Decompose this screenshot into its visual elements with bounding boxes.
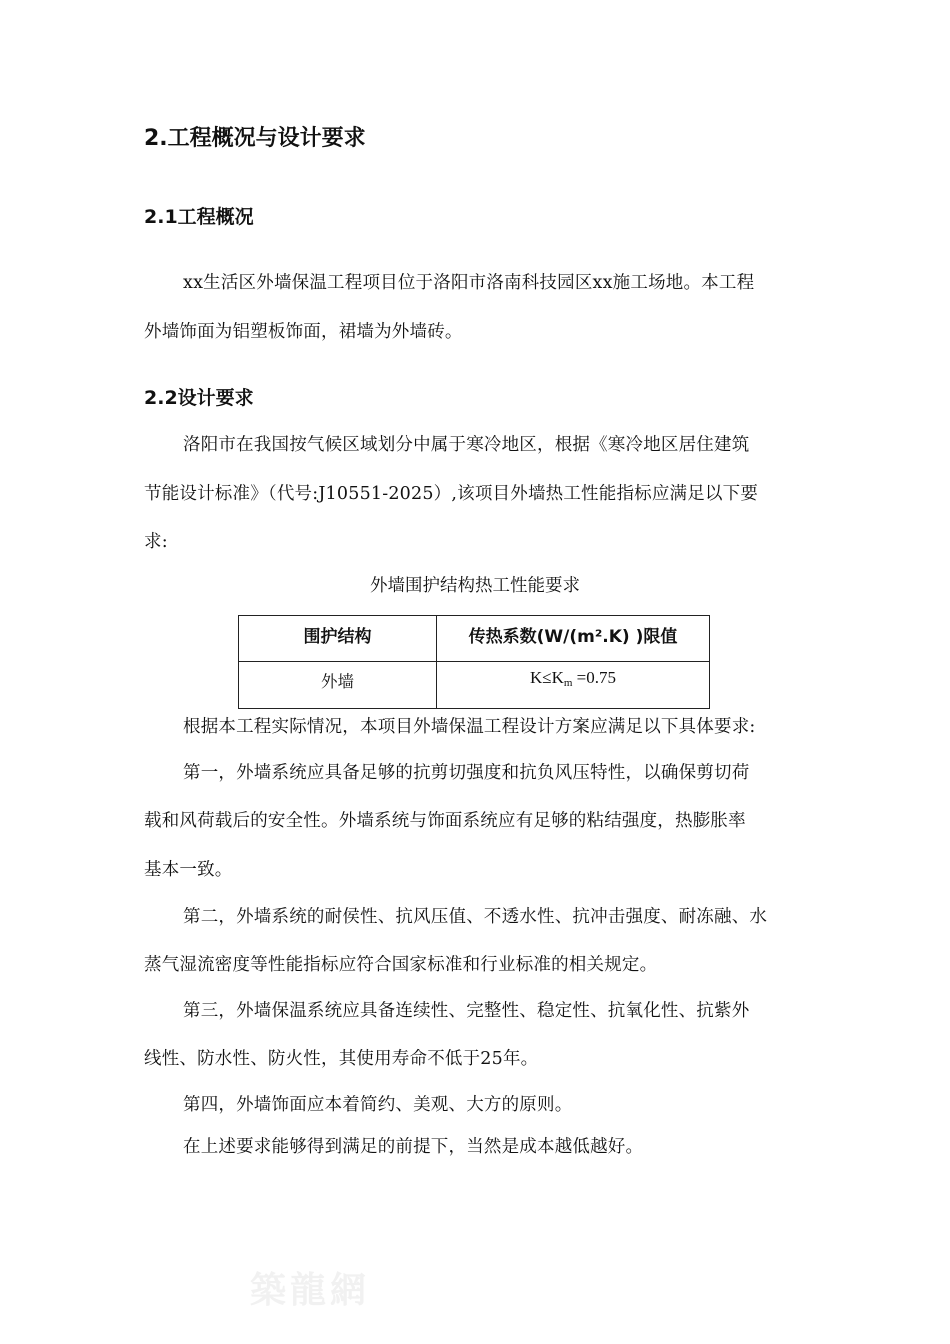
cell-structure: 外墙 [239, 662, 437, 709]
design-line-3: 求: [144, 532, 168, 552]
table-caption: 外墙围护结构热工性能要求 [370, 576, 580, 596]
watermark-logo: 築龍網 [250, 1269, 371, 1311]
overview-line-1: xx生活区外墙保温工程项目位于洛阳市洛南科技园区xx施工场地。本工程 [183, 273, 755, 293]
req1-line-3: 基本一致。 [144, 860, 233, 880]
k-symbol: K≤K [529, 668, 564, 687]
req4-line: 第四，外墙饰面应本着简约、美观、大方的原则。 [183, 1095, 573, 1115]
k-value: =0.75 [572, 668, 617, 687]
k-subscript: m [563, 677, 573, 689]
header-structure: 围护结构 [239, 616, 437, 662]
header-coefficient: 传热系数(W/(m².K) )限值 [437, 616, 710, 662]
requirements-intro: 根据本工程实际情况，本项目外墙保温工程设计方案应满足以下具体要求: [183, 717, 756, 737]
overview-line-2: 外墙饰面为铝塑板饰面，裙墙为外墙砖。 [144, 322, 463, 342]
table-header-row [239, 616, 710, 662]
table-row [239, 662, 710, 709]
main-heading: 2.工程概况与设计要求 [144, 126, 366, 151]
req3-line-1: 第三，外墙保温系统应具备连续性、完整性、稳定性、抗氧化性、抗紫外 [183, 1001, 750, 1021]
section-heading-overview: 2.1工程概况 [144, 206, 254, 228]
req2-line-2: 蒸气湿流密度等性能指标应符合国家标准和行业标准的相关规定。 [144, 955, 658, 975]
design-line-1: 洛阳市在我国按气候区域划分中属于寒冷地区，根据《寒冷地区居住建筑 [183, 435, 750, 455]
section-heading-design: 2.2设计要求 [144, 387, 254, 409]
thermal-requirements-table [238, 615, 710, 709]
req2-line-1: 第二，外墙系统的耐侯性、抗风压值、不透水性、抗冲击强度、耐冻融、水 [183, 907, 768, 927]
req1-line-1: 第一，外墙系统应具备足够的抗剪切强度和抗负风压特性，以确保剪切荷 [183, 763, 750, 783]
req5-line: 在上述要求能够得到满足的前提下，当然是成本越低越好。 [183, 1137, 644, 1157]
cell-limit [437, 662, 710, 709]
req1-line-2: 载和风荷载后的安全性。外墙系统与饰面系统应有足够的粘结强度，热膨胀率 [144, 811, 746, 831]
req3-line-2: 线性、防水性、防火性，其使用寿命不低于25年。 [144, 1049, 539, 1069]
design-line-2: 节能设计标准》（代号:J10551-2025）,该项目外墙热工性能指标应满足以下要 [144, 484, 759, 504]
